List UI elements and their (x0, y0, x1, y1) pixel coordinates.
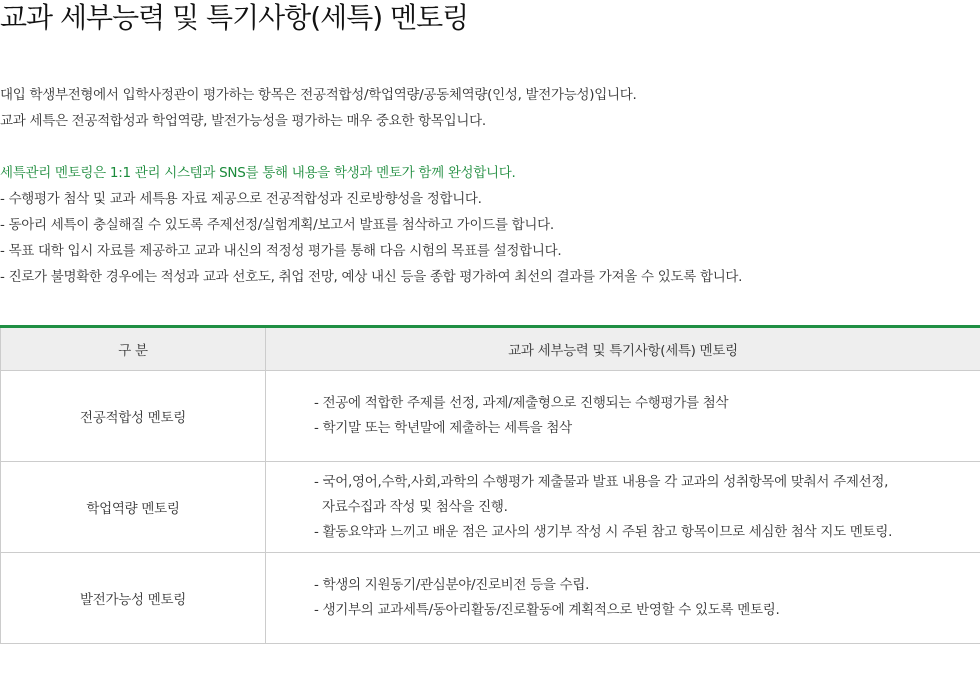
table-row (1, 553, 980, 644)
header-category: 구 분 (1, 328, 266, 371)
table-row (1, 371, 980, 462)
row-description (266, 371, 980, 462)
description-line: - 생기부의 교과세특/동아리활동/진로활동에 계획적으로 반영할 수 있도록 멘토링. (314, 602, 780, 618)
row-category: 학업역량 멘토링 (1, 462, 266, 553)
row-description (266, 462, 980, 553)
highlight-text: 세특관리 멘토링은 1:1 관리 시스템과 SNS를 통해 내용을 학생과 멘토가 함께 완성합니다. (0, 165, 516, 181)
paragraph-spacer (0, 134, 980, 160)
intro-bullet: - 목표 대학 입시 자료를 제공하고 교과 내신의 적정성 평가를 통해 다음 시험의 목표를 설정합니다. (0, 243, 562, 259)
header-description: 교과 세부능력 및 특기사항(세특) 멘토링 (266, 328, 980, 371)
intro-section (0, 82, 980, 290)
description-line: - 전공에 적합한 주제를 선정, 과제/제출형으로 진행되는 수행평가를 첨삭 (314, 395, 729, 411)
intro-bullet: - 동아리 세특이 충실해질 수 있도록 주제선정/실험계획/보고서 발표를 첨삭하고 가이드를 합니다. (0, 217, 554, 233)
mentoring-table-wrapper (0, 325, 980, 644)
intro-bullet: - 진로가 불명확한 경우에는 적성과 교과 선호도, 취업 전망, 예상 내신 등을 종합 평가하여 최선의 결과를 가져올 수 있도록 합니다. (0, 269, 743, 285)
row-description (266, 553, 980, 644)
mentoring-table (0, 328, 980, 644)
table-header-row (1, 328, 980, 371)
intro-bullet: - 수행평가 첨삭 및 교과 세특용 자료 제공으로 전공적합성과 진로방향성을 정합니다. (0, 191, 482, 207)
intro-paragraph: 대입 학생부전형에서 입학사정관이 평가하는 항목은 전공적합성/학업역량/공동체역량(인성, 발전가능성)입니다. (0, 87, 637, 103)
row-category: 전공적합성 멘토링 (1, 371, 266, 462)
description-line: - 학기말 또는 학년말에 제출하는 세특을 첨삭 (314, 420, 572, 436)
intro-paragraph: 교과 세특은 전공적합성과 학업역량, 발전가능성을 평가하는 매우 중요한 항목입니다. (0, 113, 486, 129)
row-category: 발전가능성 멘토링 (1, 553, 266, 644)
description-line: - 국어,영어,수학,사회,과학의 수행평가 제출물과 발표 내용을 각 교과의 성취항목에 맞춰서 주제선정, (314, 473, 889, 490)
table-row (1, 462, 980, 553)
page-title: 교과 세부능력 및 특기사항(세특) 멘토링 (0, 1, 469, 34)
description-line: - 활동요약과 느끼고 배운 점은 교사의 생기부 작성 시 주된 참고 항목이므로 세심한 첨삭 지도 멘토링. (314, 523, 893, 540)
description-line: - 학생의 지원동기/관심분야/진로비전 등을 수립. (314, 577, 590, 593)
description-line: 자료수집과 작성 및 첨삭을 진행. (322, 498, 508, 515)
